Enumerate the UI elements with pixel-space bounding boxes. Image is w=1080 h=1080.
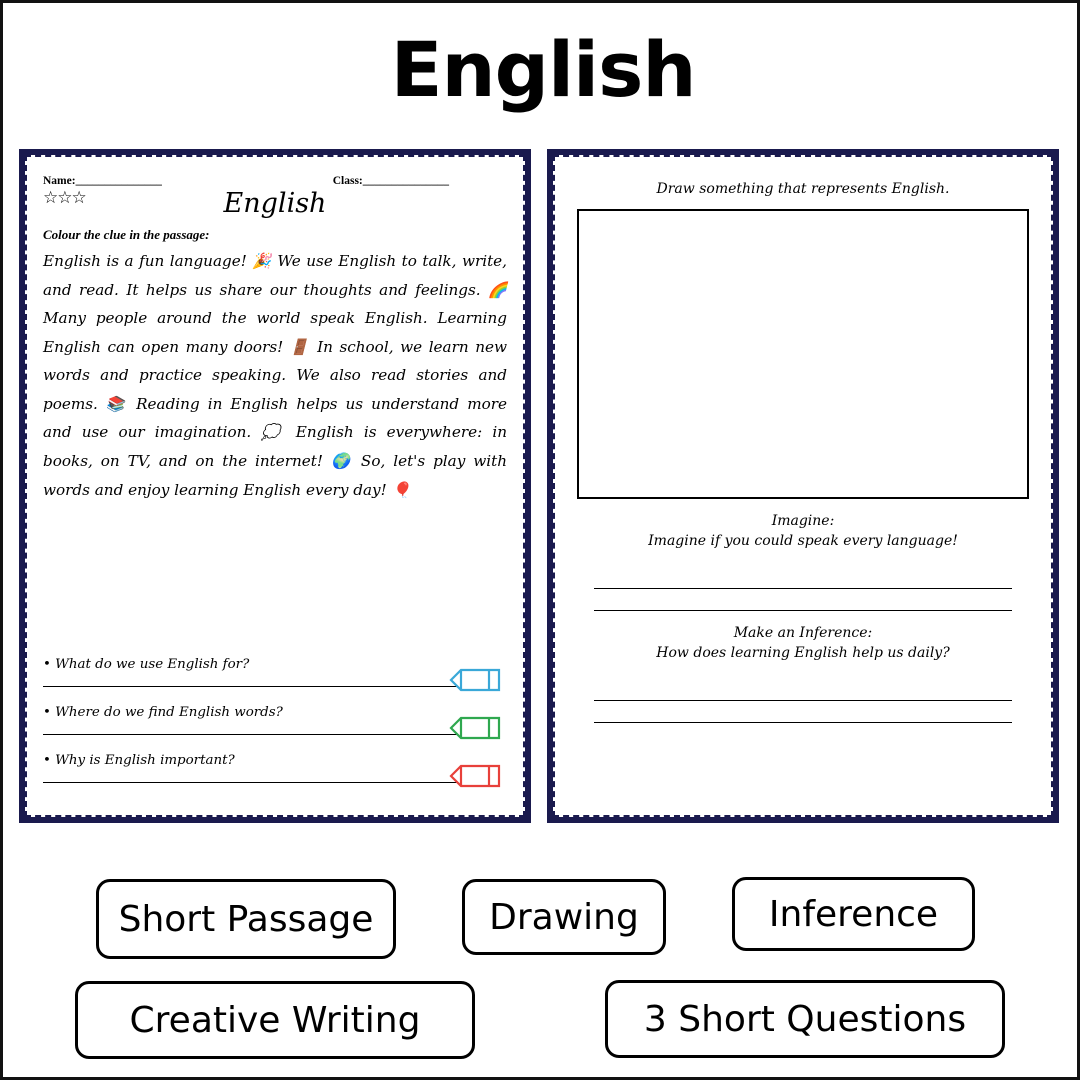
drawing-area[interactable] — [577, 209, 1029, 499]
draw-prompt: Draw something that represents English. — [656, 181, 950, 197]
question-text: • What do we use English for? — [43, 657, 250, 672]
student-info-row — [43, 175, 507, 187]
question-text: • Where do we find English words? — [43, 705, 283, 720]
answer-line[interactable] — [594, 567, 1012, 589]
answer-line[interactable] — [594, 679, 1012, 701]
feature-pill-3-short-questions: 3 Short Questions — [605, 980, 1005, 1058]
answer-line[interactable] — [594, 589, 1012, 611]
imagine-answer-lines[interactable] — [594, 567, 1012, 611]
crayon-icon — [447, 715, 505, 741]
rating-stars[interactable]: ☆☆☆ — [43, 188, 86, 207]
name-field[interactable]: Name:_______________ — [43, 175, 162, 187]
worksheet-left-page — [19, 149, 531, 823]
inference-answer-lines[interactable] — [594, 679, 1012, 723]
question-item — [43, 705, 507, 735]
worksheet-right-inner — [553, 155, 1053, 817]
question-item — [43, 657, 507, 687]
answer-line[interactable] — [43, 734, 463, 735]
reading-passage: English is a fun language! 🎉 We use English to talk, write, and read. It helps us share our thoughts and feelings. 🌈 Many people around the world speak English. Learning English can open many doors! 🚪 In school, we learn new words and practice speaking. We also read stories and poems. 📚 Reading in English helps us understand more and use our imagination. 💭 English is everywhere: in books, on TV, and on the internet! 🌍 So, let's play with words and enjoy learning English every day! 🎈 — [43, 252, 507, 499]
worksheet-left-inner — [25, 155, 525, 817]
class-field[interactable]: Class:_______________ — [332, 175, 449, 187]
feature-pill-creative-writing: Creative Writing — [75, 981, 475, 1059]
worksheet-right-page — [547, 149, 1059, 823]
worksheet-heading: English — [223, 188, 327, 219]
feature-pill-drawing: Drawing — [462, 879, 666, 955]
imagine-prompt: Imagine if you could speak every language! — [648, 533, 958, 549]
answer-line[interactable] — [43, 686, 463, 687]
crayon-icon — [447, 667, 505, 693]
feature-pill-short-passage: Short Passage — [96, 879, 396, 959]
imagine-heading: Imagine: — [771, 513, 835, 529]
page-title: English — [390, 25, 696, 114]
inference-prompt: How does learning English help us daily? — [656, 645, 950, 661]
colour-instruction: Colour the clue in the passage: — [43, 227, 210, 242]
inference-heading: Make an Inference: — [733, 625, 873, 641]
answer-line[interactable] — [43, 782, 463, 783]
crayon-icon — [447, 763, 505, 789]
questions-section — [43, 657, 507, 801]
question-item — [43, 753, 507, 783]
answer-line[interactable] — [594, 701, 1012, 723]
question-text: • Why is English important? — [43, 753, 235, 768]
feature-pill-inference: Inference — [732, 877, 975, 951]
